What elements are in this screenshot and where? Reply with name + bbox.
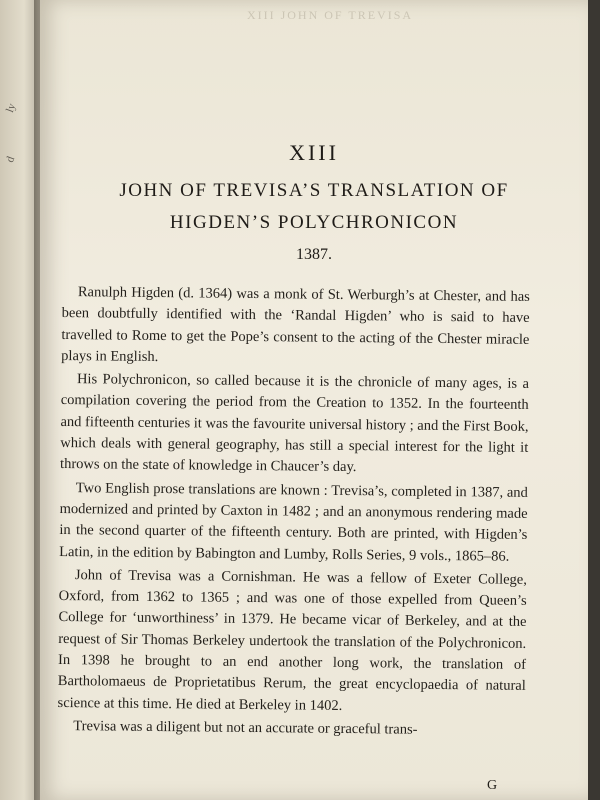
chapter-title-line-2: HIGDEN’S POLYCHRONICON [169, 212, 459, 233]
paragraph: Two English prose translations are known : Trevisa’s, completed in 1387, and modernized and printed by Caxton in 1482 ; and an anonymous rendering made in the second quarter of the fifteenth century. Both are printed, with Higden’s Latin, in the edition by Babington and Lumby, Rolls Series, 9 vols., 1865–86. [59, 479, 528, 565]
signature-mark: G [487, 778, 498, 793]
right-background [588, 0, 600, 800]
chapter-number: XIII [289, 140, 339, 165]
show-through-header: XIII JOHN OF TREVISA [246, 8, 414, 22]
paragraph: Trevisa was a diligent but not an accurate or graceful trans- [73, 718, 418, 738]
left-page-fragment: d [4, 154, 18, 165]
left-page-fragment: ly [4, 101, 19, 115]
chapter-year: 1387. [296, 246, 332, 263]
book-page [40, 0, 588, 800]
body-text [57, 282, 530, 744]
paragraph: His Polychronicon, so called because it is the chronicle of many ages, is a compilation covering the period from the Creation to 1352. In the fourteenth and fifteenth centuries it was the favourite universal history ; and the First Book, which deals with general geography, has still a special interest for the light it throws on the state of knowledge in Chaucer’s day. [60, 371, 530, 476]
paragraph: Ranulph Higden (d. 1364) was a monk of St. Werburgh’s at Chester, and has been doubtfully identified with the ‘Randal Higden’ who is said to have travelled to Rome to get the Pope’s consent to the acting of the Chester miracle plays in English. [61, 284, 530, 365]
chapter-title-line-1: JOHN OF TREVISA’S TRANSLATION OF [119, 180, 509, 201]
paragraph: John of Trevisa was a Cornishman. He was a fellow of Exeter College, Oxford, from 1362 to 1365 ; and was one of those expelled from Queen’s College for ‘unworthiness’ in 1379. He became vicar of Berkeley, and at the request of Sir Thomas Berkeley undertook the translation of the Polychronicon. In 1398 he brought to an end another long work, the translation of Bartholomaeus de Proprietatibus Rerum, the great encyclopaedia of natural science at this time. He died at Berkeley in 1402. [57, 567, 527, 714]
